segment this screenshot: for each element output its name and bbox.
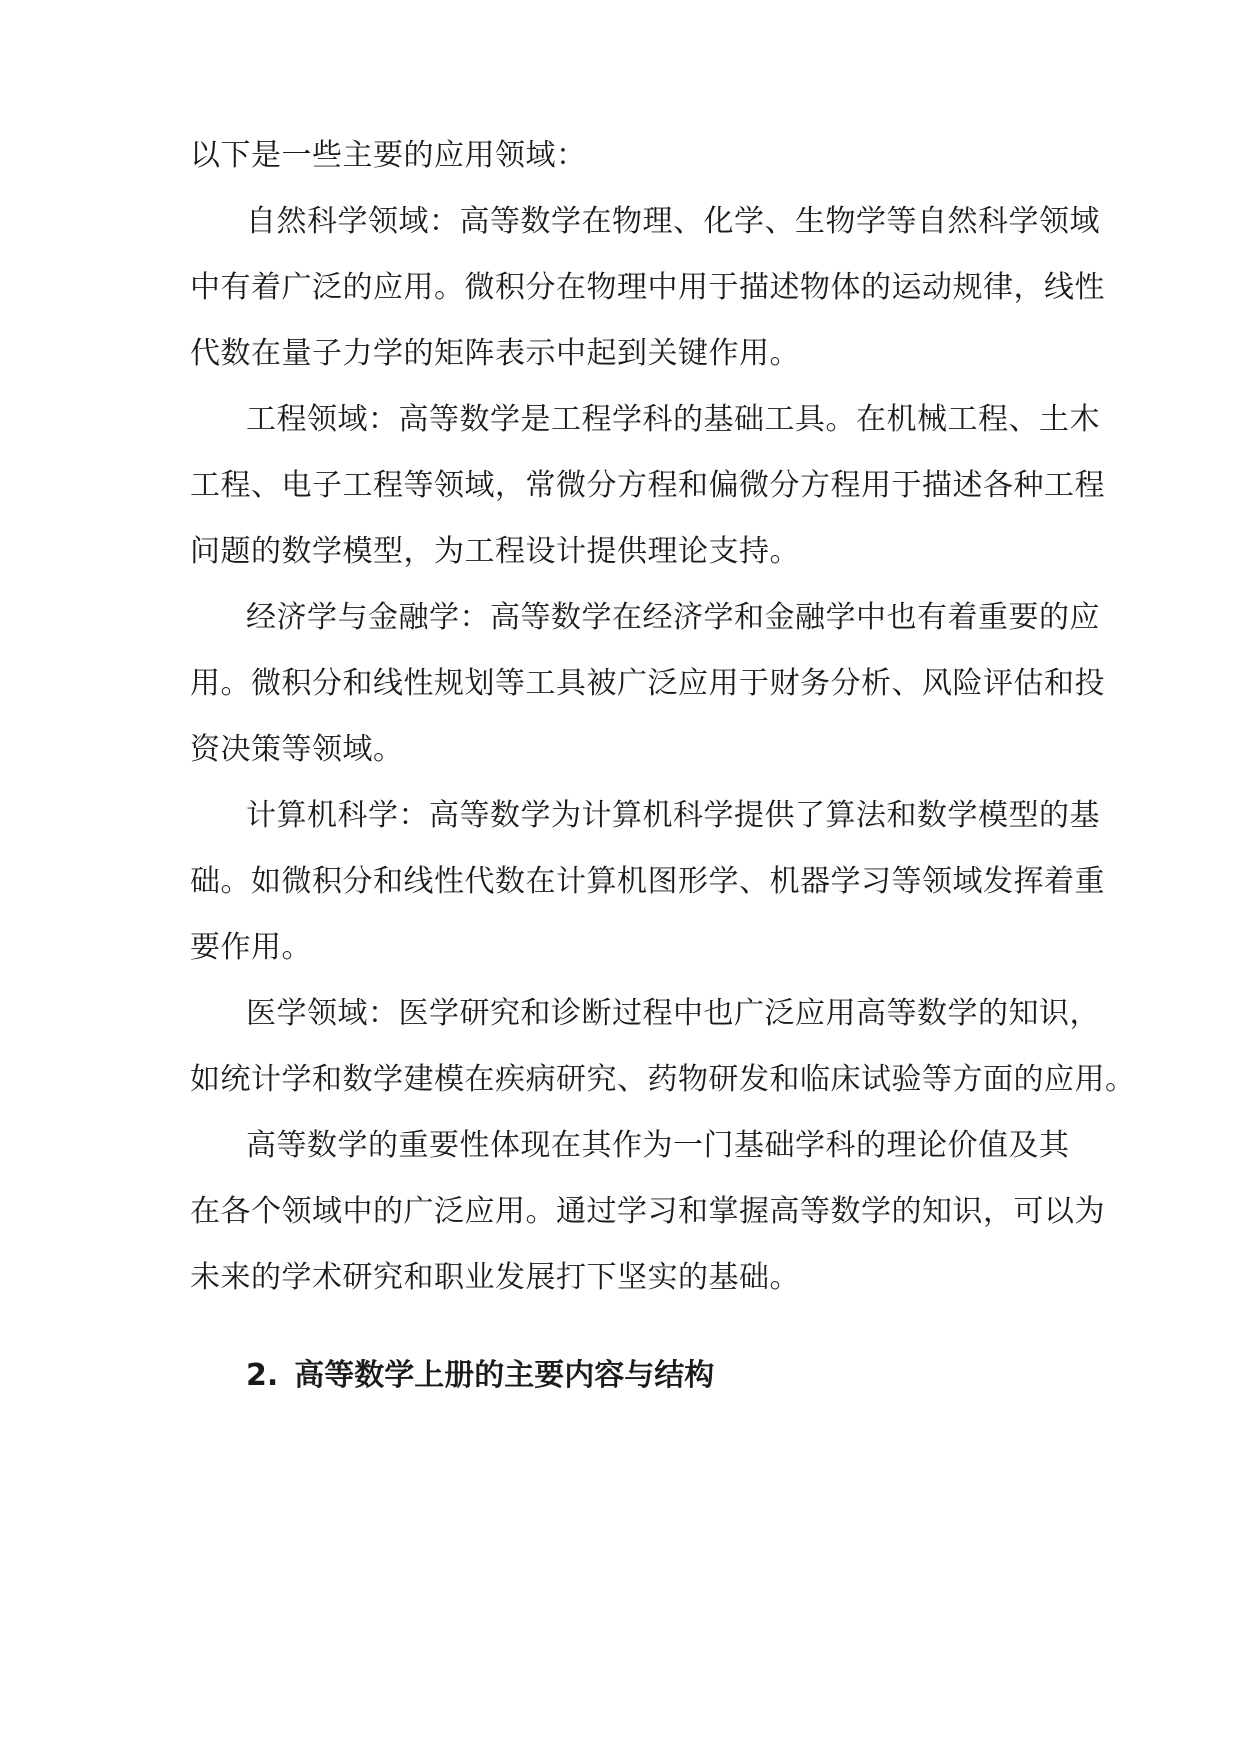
text-line: 问题的数学模型，为工程设计提供理论支持。 bbox=[190, 534, 800, 569]
text-line: 要作用。 bbox=[190, 930, 312, 965]
text-line: 经济学与金融学：高等数学在经济学和金融学中也有着重要的应 bbox=[246, 600, 1100, 635]
text-line: 高等数学的重要性体现在其作为一门基础学科的理论价值及其 bbox=[246, 1128, 1070, 1163]
text-line: 资决策等领域。 bbox=[190, 732, 404, 767]
text-line: 未来的学术研究和职业发展打下坚实的基础。 bbox=[190, 1260, 800, 1295]
text-line: 计算机科学：高等数学为计算机科学提供了算法和数学模型的基 bbox=[246, 798, 1100, 833]
section-title: 高等数学上册的主要内容与结构 bbox=[294, 1358, 715, 1393]
text-line: 用。微积分和线性规划等工具被广泛应用于财务分析、风险评估和投 bbox=[190, 666, 1105, 701]
text-line: 以下是一些主要的应用领域： bbox=[190, 138, 587, 173]
text-line: 代数在量子力学的矩阵表示中起到关键作用。 bbox=[190, 336, 800, 371]
text-line: 自然科学领域：高等数学在物理、化学、生物学等自然科学领域 bbox=[246, 204, 1100, 239]
text-line: 在各个领域中的广泛应用。通过学习和掌握高等数学的知识，可以为 bbox=[190, 1194, 1105, 1229]
text-line: 医学领域：医学研究和诊断过程中也广泛应用高等数学的知识， bbox=[246, 996, 1100, 1031]
text-line: 工程、电子工程等领域，常微分方程和偏微分方程用于描述各种工程 bbox=[190, 468, 1105, 503]
text-line: 工程领域：高等数学是工程学科的基础工具。在机械工程、土木 bbox=[246, 402, 1100, 437]
text-line: 础。如微积分和线性代数在计算机图形学、机器学习等领域发挥着重 bbox=[190, 864, 1105, 899]
text-line: 如统计学和数学建模在疾病研究、药物研发和临床试验等方面的应用。 bbox=[190, 1062, 1136, 1097]
text-line: 中有着广泛的应用。微积分在物理中用于描述物体的运动规律，线性 bbox=[190, 270, 1105, 305]
section-number: 2. bbox=[246, 1358, 279, 1393]
section-heading bbox=[246, 1356, 714, 1396]
